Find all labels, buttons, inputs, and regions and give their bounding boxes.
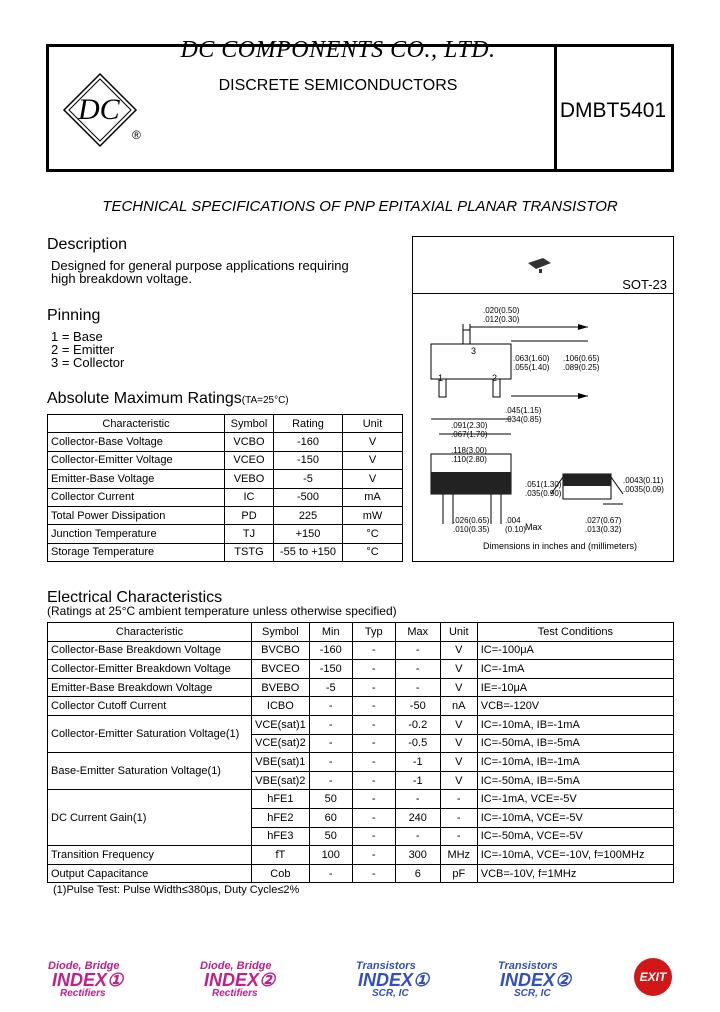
exit-button[interactable]: EXIT (634, 958, 672, 996)
ec-cell-min: - (309, 734, 352, 753)
amr-cell-unit: V (343, 433, 403, 451)
amr-row (48, 470, 403, 488)
ec-heading: Electrical Characteristics (47, 589, 223, 606)
pin-2-number: 2 (492, 373, 498, 383)
ec-cell-sym: VCE(sat)1 (252, 715, 310, 734)
ec-cell-max: - (395, 641, 440, 660)
ec-cell-min: -5 (309, 678, 352, 697)
ec-cell-cond: IC=-10mA, VCE=-5V (477, 808, 673, 827)
part-number: DMBT5401 (559, 99, 667, 122)
amr-heading: Absolute Maximum Ratings(TA=25°C) (47, 390, 289, 407)
ec-cell-max: -0.2 (395, 715, 440, 734)
ec-cell-sym: BVEBO (252, 678, 310, 697)
ec-cell-char: Collector-Emitter Breakdown Voltage (48, 660, 252, 679)
description-line-2: high breakdown voltage. (51, 271, 192, 286)
ec-col-typ: Typ (352, 623, 395, 642)
ec-row (48, 660, 674, 679)
ec-cell-typ: - (352, 734, 395, 753)
ec-cell-max: 240 (395, 808, 440, 827)
ec-cell-min: 50 (309, 790, 352, 809)
ec-cell-char: Transition Frequency (48, 846, 252, 865)
amr-row (48, 525, 403, 543)
ec-cell-sym: Cob (252, 864, 310, 883)
pinning-heading: Pinning (47, 307, 101, 324)
amr-row (48, 433, 403, 451)
ec-cell-cond: IC=-10mA, IB=-1mA (477, 715, 673, 734)
ec-cell-unit: V (440, 734, 477, 753)
ec-cell-typ: - (352, 678, 395, 697)
ec-cell-char: Emitter-Base Breakdown Voltage (48, 678, 252, 697)
ec-cell-max: -0.5 (395, 734, 440, 753)
ec-cell-typ: - (352, 753, 395, 772)
ec-cell-min: - (309, 715, 352, 734)
dimension-note: Dimensions in inches and (millimeters) (483, 541, 638, 551)
ec-footnote: (1)Pulse Test: Pulse Width≤380μs, Duty Cycle≤2% (53, 884, 300, 896)
amr-col-symbol: Symbol (225, 415, 274, 433)
ec-cell-min: 50 (309, 827, 352, 846)
ec-cell-cond: IC=-1mA, VCE=-5V (477, 790, 673, 809)
ec-cell-unit: V (440, 715, 477, 734)
ec-col-min: Min (309, 623, 352, 642)
ec-cell-unit: - (440, 808, 477, 827)
amr-cell-characteristic: Collector-Base Voltage (48, 433, 225, 451)
ec-col-unit: Unit (440, 623, 477, 642)
ec-cell-max: - (395, 678, 440, 697)
amr-cell-symbol: IC (225, 488, 274, 506)
ec-cell-typ: - (352, 808, 395, 827)
amr-cell-unit: mW (343, 506, 403, 524)
ec-row (48, 697, 674, 716)
ec-cell-sym: BVCEO (252, 660, 310, 679)
ec-cell-sym: BVCBO (252, 641, 310, 660)
dim-standoff: .004 (0.10) (505, 516, 526, 534)
ec-cell-unit: - (440, 827, 477, 846)
amr-cell-unit: °C (343, 543, 403, 561)
package-drawing-box (412, 294, 674, 562)
amr-cell-symbol: VCEO (225, 451, 274, 469)
dim-lead-width: .020(0.50) .012(0.30) (483, 306, 520, 324)
amr-row (48, 506, 403, 524)
ec-cell-char: DC Current Gain(1) (48, 790, 252, 846)
ec-cell-char: Collector-Emitter Saturation Voltage(1) (48, 715, 252, 752)
ec-cell-sym: VBE(sat)1 (252, 753, 310, 772)
ec-cell-max: -50 (395, 697, 440, 716)
pin-1-label: 1 = Base (51, 329, 103, 344)
amr-cell-unit: V (343, 451, 403, 469)
ec-cell-sym: hFE1 (252, 790, 310, 809)
ec-cell-min: - (309, 771, 352, 790)
ec-cell-typ: - (352, 864, 395, 883)
ec-cell-max: -1 (395, 771, 440, 790)
amr-cell-characteristic: Total Power Dissipation (48, 506, 225, 524)
ec-cell-sym: hFE2 (252, 808, 310, 827)
registered-mark: ® (132, 128, 141, 142)
amr-header-row (48, 415, 403, 433)
ec-cell-max: - (395, 790, 440, 809)
dim-foot-angle: .027(0.67) .013(0.32) (585, 516, 622, 534)
company-name: DC COMPONENTS CO., LTD. (180, 37, 496, 63)
amr-row (48, 543, 403, 561)
ec-cell-typ: - (352, 697, 395, 716)
ec-cell-min: -160 (309, 641, 352, 660)
amr-cell-rating: -150 (274, 451, 343, 469)
ec-cell-unit: nA (440, 697, 477, 716)
ec-row (48, 678, 674, 697)
pin-1-number: 1 (438, 373, 444, 383)
ec-header-row (48, 623, 674, 642)
amr-cell-symbol: VCBO (225, 433, 274, 451)
amr-cell-rating: -5 (274, 470, 343, 488)
ec-cell-unit: V (440, 771, 477, 790)
amr-cell-characteristic: Junction Temperature (48, 525, 225, 543)
amr-cell-rating: -500 (274, 488, 343, 506)
sot23-icon (525, 255, 555, 275)
amr-cell-symbol: TJ (225, 525, 274, 543)
ec-col-max: Max (395, 623, 440, 642)
ec-cell-min: - (309, 697, 352, 716)
transistor-index-2-link[interactable]: Transistors INDEX② SCR, IC (498, 960, 572, 999)
ec-row (48, 790, 674, 809)
dim-lead-thickness: .0043(0.11) .0035(0.09) (623, 476, 664, 494)
ec-cell-min: 100 (309, 846, 352, 865)
amr-cell-characteristic: Collector Current (48, 488, 225, 506)
amr-cell-unit: mA (343, 488, 403, 506)
dim-lead-span: .091(2.30) .067(1.70) (451, 421, 488, 439)
division-name: DISCRETE SEMICONDUCTORS (218, 77, 458, 94)
ec-cell-max: - (395, 660, 440, 679)
dim-foot-length: .026(0.65) .010(0.35) (453, 516, 490, 534)
amr-cell-characteristic: Emitter-Base Voltage (48, 470, 225, 488)
dim-thickness: .051(1.30) .035(0.90) (525, 480, 562, 498)
spec-title: TECHNICAL SPECIFICATIONS OF PNP EPITAXIAL PLANAR TRANSISTOR (102, 198, 618, 215)
pin-2-label: 2 = Emitter (51, 342, 115, 357)
ec-cell-typ: - (352, 660, 395, 679)
amr-cell-characteristic: Storage Temperature (48, 543, 225, 561)
ec-cell-char: Collector-Base Breakdown Voltage (48, 641, 252, 660)
ec-row (48, 846, 674, 865)
ec-cell-max: -1 (395, 753, 440, 772)
description-heading: Description (47, 236, 128, 253)
pin-3-number: 3 (471, 346, 477, 356)
ec-col-characteristic: Characteristic (48, 623, 252, 642)
ec-cell-cond: VCB=-120V (477, 697, 673, 716)
amr-cell-characteristic: Collector-Emitter Voltage (48, 451, 225, 469)
ec-row (48, 641, 674, 660)
transistor-index-1-link[interactable]: Transistors INDEX① SCR, IC (356, 960, 430, 999)
ec-cell-max: 300 (395, 846, 440, 865)
ec-row (48, 864, 674, 883)
ec-cell-typ: - (352, 790, 395, 809)
ec-cell-unit: V (440, 641, 477, 660)
ec-cell-char: Base-Emitter Saturation Voltage(1) (48, 753, 252, 790)
ec-cell-unit: MHz (440, 846, 477, 865)
dim-height: .106(0.65) .089(0.25) (563, 354, 600, 372)
ec-cell-typ: - (352, 641, 395, 660)
pin-3-label: 3 = Collector (51, 355, 125, 370)
amr-cell-rating: -160 (274, 433, 343, 451)
amr-cell-rating: +150 (274, 525, 343, 543)
dim-body-length: .118(3.00) .110(2.80) (451, 446, 487, 464)
dim-body-width: .063(1.60) .055(1.40) (513, 354, 550, 372)
diode-index-1-link[interactable]: Diode, Bridge INDEX① Rectifiers (48, 960, 124, 999)
ec-cell-sym: VBE(sat)2 (252, 771, 310, 790)
description-line-1: Designed for general purpose applications requiring (51, 258, 349, 273)
diode-index-2-link[interactable]: Diode, Bridge INDEX② Rectifiers (200, 960, 276, 999)
ec-cell-sym: hFE3 (252, 827, 310, 846)
ec-cell-max: - (395, 827, 440, 846)
ec-row (48, 753, 674, 772)
dim-lead-pitch: .045(1.15) .034(0.85) (505, 406, 542, 424)
ec-cell-min: -150 (309, 660, 352, 679)
amr-cell-rating: 225 (274, 506, 343, 524)
ec-cell-typ: - (352, 846, 395, 865)
ec-cell-cond: IC=-1mA (477, 660, 673, 679)
package-name: SOT-23 (622, 277, 667, 292)
ec-row (48, 715, 674, 734)
ec-cell-unit: - (440, 790, 477, 809)
ec-cell-cond: IE=-10μA (477, 678, 673, 697)
svg-text:DC: DC (78, 93, 120, 126)
ec-cell-sym: fT (252, 846, 310, 865)
ec-cell-min: - (309, 864, 352, 883)
ec-cell-unit: V (440, 660, 477, 679)
ec-cell-cond: IC=-10mA, IB=-1mA (477, 753, 673, 772)
ec-cell-sym: ICBO (252, 697, 310, 716)
ec-col-symbol: Symbol (252, 623, 310, 642)
amr-row (48, 451, 403, 469)
ec-cell-typ: - (352, 715, 395, 734)
ec-cell-typ: - (352, 827, 395, 846)
ec-cell-cond: IC=-50mA, IB=-5mA (477, 771, 673, 790)
ec-cell-cond: IC=-50mA, IB=-5mA (477, 734, 673, 753)
package-box (412, 236, 674, 294)
amr-cell-symbol: VEBO (225, 470, 274, 488)
amr-col-unit: Unit (343, 415, 403, 433)
ec-subheading: (Ratings at 25°C ambient temperature unless otherwise specified) (47, 604, 397, 618)
ec-cell-cond: VCB=-10V, f=1MHz (477, 864, 673, 883)
dim-max-label: Max (525, 522, 543, 532)
ec-col-conditions: Test Conditions (477, 623, 673, 642)
ec-cell-cond: IC=-100μA (477, 641, 673, 660)
ec-cell-char: Collector Cutoff Current (48, 697, 252, 716)
amr-cell-symbol: PD (225, 506, 274, 524)
ec-cell-typ: - (352, 771, 395, 790)
amr-col-characteristic: Characteristic (48, 415, 225, 433)
amr-table (47, 414, 403, 562)
ec-cell-cond: IC=-10mA, VCE=-10V, f=100MHz (477, 846, 673, 865)
amr-cell-rating: -55 to +150 (274, 543, 343, 561)
amr-row (48, 488, 403, 506)
amr-cell-unit: °C (343, 525, 403, 543)
amr-cell-symbol: TSTG (225, 543, 274, 561)
ec-cell-unit: V (440, 753, 477, 772)
amr-cell-unit: V (343, 470, 403, 488)
ec-table (47, 622, 674, 883)
ec-cell-char: Output Capacitance (48, 864, 252, 883)
ec-cell-unit: pF (440, 864, 477, 883)
ec-cell-unit: V (440, 678, 477, 697)
ec-cell-min: - (309, 753, 352, 772)
ec-cell-min: 60 (309, 808, 352, 827)
ec-cell-max: 6 (395, 864, 440, 883)
ec-cell-sym: VCE(sat)2 (252, 734, 310, 753)
ec-cell-cond: IC=-50mA, VCE=-5V (477, 827, 673, 846)
amr-col-rating: Rating (274, 415, 343, 433)
